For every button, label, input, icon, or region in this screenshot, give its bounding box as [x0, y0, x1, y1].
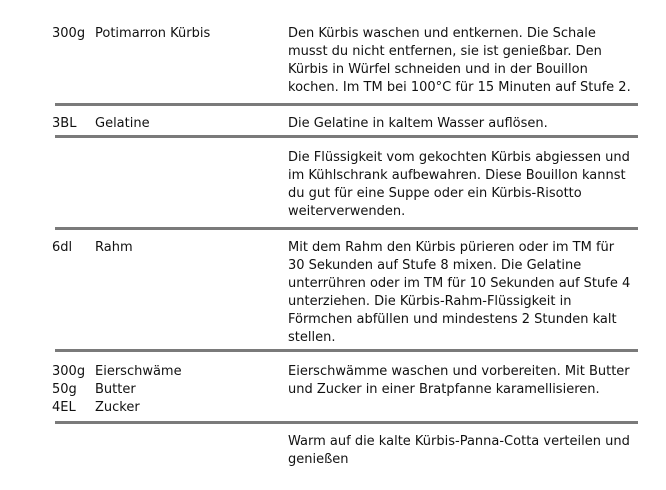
step-line: und Zucker in einer Bratpfanne karamellisieren.: [288, 382, 600, 397]
step-text: [288, 433, 628, 469]
ingredient-list: [52, 363, 282, 417]
step-line: Die Flüssigkeit vom gekochten Kürbis abgiessen und: [288, 150, 630, 165]
step-text: [288, 363, 628, 399]
row-divider: [55, 227, 638, 230]
step-line: Mit dem Rahm den Kürbis pürieren oder im TM für: [288, 240, 615, 255]
row-divider: [55, 103, 638, 106]
ingredient-quantity: 300g: [52, 26, 86, 41]
row-divider: [55, 349, 638, 352]
step-line: 30 Sekunden auf Stufe 8 mixen. Die Gelatine: [288, 258, 582, 273]
step-text: [288, 149, 628, 221]
ingredient-quantity: 3BL: [52, 116, 77, 131]
step-line: weiterverwenden.: [288, 204, 406, 219]
step-line: Den Kürbis waschen und entkernen. Die Schale: [288, 26, 596, 41]
ingredient-item: [52, 115, 282, 133]
ingredient-list: [52, 115, 282, 133]
step-line: stellen.: [288, 330, 336, 345]
step-line: im Kühlschrank aufbewahren. Diese Bouillon kannst: [288, 168, 626, 183]
ingredient-name: Butter: [95, 382, 136, 397]
ingredient-item: [52, 363, 282, 381]
ingredient-name: Potimarron Kürbis: [95, 26, 211, 41]
step-line: Kürbis in Würfel schneiden und in der Bouillon: [288, 62, 588, 77]
step-line: kochen. Im TM bei 100°C für 15 Minuten auf Stufe 2.: [288, 80, 631, 95]
step-text: [288, 115, 628, 133]
ingredient-name: Rahm: [95, 240, 133, 255]
ingredient-quantity: 300g: [52, 364, 86, 379]
row-divider: [55, 421, 638, 424]
ingredient-item: [52, 381, 282, 399]
ingredient-item: [52, 399, 282, 417]
step-text: [288, 25, 631, 97]
row-divider: [55, 135, 638, 138]
ingredient-list: [52, 25, 282, 43]
step-line: musst du nicht entfernen, sie ist genießbar. Den: [288, 44, 602, 59]
ingredient-item: [52, 239, 282, 257]
ingredient-name: Gelatine: [95, 116, 150, 131]
ingredient-item: [52, 25, 282, 43]
step-line: Eierschwämme waschen und vorbereiten. Mit Butter: [288, 364, 630, 379]
step-line: Förmchen abfüllen und mindestens 2 Stunden kalt: [288, 312, 617, 327]
ingredient-quantity: 50g: [52, 382, 77, 397]
step-line: unterziehen. Die Kürbis-Rahm-Flüssigkeit in: [288, 294, 572, 309]
step-line: Warm auf die kalte Kürbis-Panna-Cotta verteilen und: [288, 434, 630, 449]
ingredient-name: Eierschwäme: [95, 364, 182, 379]
step-line: Die Gelatine in kaltem Wasser auflösen.: [288, 116, 548, 131]
step-line: genießen: [288, 452, 349, 467]
ingredient-name: Zucker: [95, 400, 140, 415]
step-text: [288, 239, 631, 347]
step-line: du gut für eine Suppe oder ein Kürbis-Risotto: [288, 186, 582, 201]
ingredient-quantity: 4EL: [52, 400, 76, 415]
step-line: unterrühren oder im TM für 10 Sekunden auf Stufe 4: [288, 276, 631, 291]
ingredient-quantity: 6dl: [52, 240, 73, 255]
ingredient-list: [52, 239, 282, 257]
